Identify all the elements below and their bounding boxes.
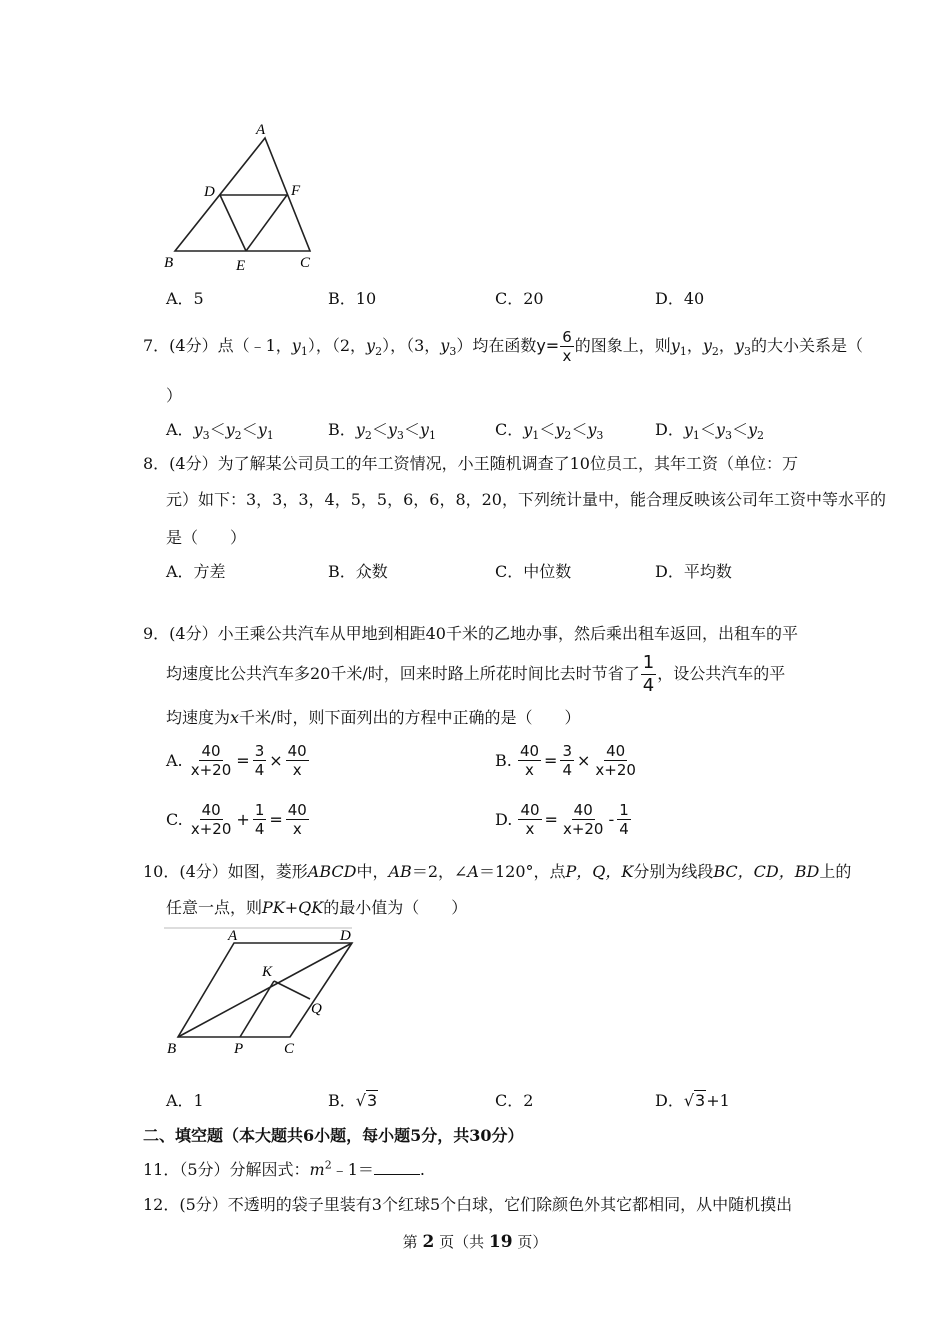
q12-stem: 12．(5分）不透明的袋子里装有3个红球5个白球，它们除颜色外其它都相同，从中随机摸出	[143, 1195, 793, 1214]
label-D: D	[204, 184, 215, 200]
q8-line1: 8．(4分）为了解某公司员工的年工资情况，小王随机调查了10位员工，其年工资（单位：万	[143, 454, 798, 473]
q9-line3: 均速度为x千米/时，则下面列出的方程中正确的是（ ）	[166, 708, 581, 727]
rhombus-figure	[160, 924, 360, 1060]
q9-fraction	[641, 652, 656, 697]
q10-option-c: C．2	[495, 1091, 534, 1110]
q9-option-a: A. $\frac{40}{x+20}$ = $\frac{3}{4}$ × $\frac{40}{x}$	[166, 742, 307, 779]
q10-option-b: B．√3	[328, 1091, 378, 1110]
section-heading: 二、填空题（本大题共6小题，每小题5分，共30分）	[143, 1126, 524, 1145]
q11-stem: 11．（5分）分解因式：$m^2﹣1=$ .	[143, 1158, 425, 1179]
label-E: E	[236, 258, 246, 274]
q10-option-d: D．√3+1	[655, 1091, 730, 1110]
q8-option-b: B．众数	[328, 562, 388, 581]
q7-text: ），（2，	[307, 336, 367, 355]
label-C: C	[284, 1041, 295, 1057]
q7-text: ）均在函数	[456, 336, 537, 355]
label-F: F	[291, 183, 301, 199]
sqrt-symbol: √3	[683, 1091, 706, 1110]
q9-option-d: D. $\frac{40}{x}$ = $\frac{40}{x+20}$ - $\frac{1}{4}$	[495, 801, 629, 838]
page-footer: 第 2 页（共 19 页）	[402, 1232, 548, 1252]
q7-option-c: C．$y_1<y_2<y_3$	[495, 420, 604, 443]
q9-line2	[166, 652, 785, 697]
q9-line1: 9．(4分）小王乘公共汽车从甲地到相距40千米的乙地办事，然后乘出租车返回，出租车的平	[143, 624, 798, 643]
q7-func: y=	[536, 336, 560, 355]
frac-den: x	[562, 347, 572, 365]
q10-option-a: A．1	[166, 1091, 204, 1110]
q7-text: 7．(4分）点（﹣1，	[143, 336, 292, 355]
q10-line2: 任意一点，则PK+QK的最小值为（ ）	[166, 898, 468, 917]
triangle-figure	[160, 118, 330, 278]
frac-den: 4	[642, 675, 655, 696]
label-Q: Q	[311, 1001, 322, 1017]
q7-text: 的大小关系是（	[750, 336, 863, 355]
q8-option-a: A．方差	[166, 562, 226, 581]
q8-option-c: C．中位数	[495, 562, 572, 581]
q8-option-d: D．平均数	[655, 562, 732, 581]
answer-blank	[374, 1160, 420, 1175]
q9-option-b: B. $\frac{40}{x}$ = $\frac{3}{4}$ × $\frac{40}{x+20}$	[495, 742, 636, 779]
label-B: B	[167, 1041, 177, 1057]
label-A: A	[228, 928, 238, 944]
q7-text: 的图象上，则	[574, 336, 671, 355]
label-D: D	[340, 928, 351, 944]
q10-line1: 10．(4分）如图，菱形ABCD中，AB＝2，∠A＝120°，点P，Q，K分别为线段BC，CD，BD上的	[143, 862, 852, 881]
q8-line2: 元）如下：3，3，3，4，5，5，6，6，8，20，下列统计量中，能合理反映该公司年工资中等水平的	[166, 490, 886, 509]
q9-text: 均速度比公共汽车多20千米/时，回来时路上所花时间比去时节省了	[166, 664, 640, 683]
q6-option-c: C．20	[495, 289, 544, 308]
label-B: B	[164, 255, 174, 271]
q9-text: ，设公共汽车的平	[657, 664, 786, 683]
q8-line3: 是（ ）	[166, 528, 247, 547]
q7-close-paren: ）	[166, 386, 183, 405]
q7-option-d: D．$y_1<y_3<y_2$	[655, 420, 765, 443]
q7-stem: 7．(4分）点（﹣1，$y_1$），（2，$y_2$），（3，$y_3$）均在函数y= $\frac{6}{x}$ 的图象上，则$y_1$，$y_2$，$y_3$的大小关系是（	[143, 328, 863, 365]
label-P: P	[234, 1041, 244, 1057]
q9-option-c: C. $\frac{40}{x+20}$ + $\frac{1}{4}$ = $\frac{40}{x}$	[166, 801, 307, 838]
q7-fraction	[560, 328, 574, 365]
q7-option-a: A．$y_3<y_2<y_1$	[166, 420, 274, 443]
frac-num: 6	[562, 328, 572, 346]
sqrt-symbol: √3	[355, 1091, 378, 1110]
q6-option-b: B．10	[328, 289, 377, 308]
q7-option-b: B．$y_2<y_3<y_1$	[328, 420, 436, 443]
q6-option-d: D．40	[655, 289, 705, 308]
label-K: K	[262, 964, 273, 980]
frac-num: 1	[642, 652, 655, 673]
label-A: A	[256, 122, 266, 138]
q6-option-a: A．5	[166, 289, 204, 308]
q7-text: ），（3，	[382, 336, 441, 355]
label-C: C	[300, 255, 311, 271]
